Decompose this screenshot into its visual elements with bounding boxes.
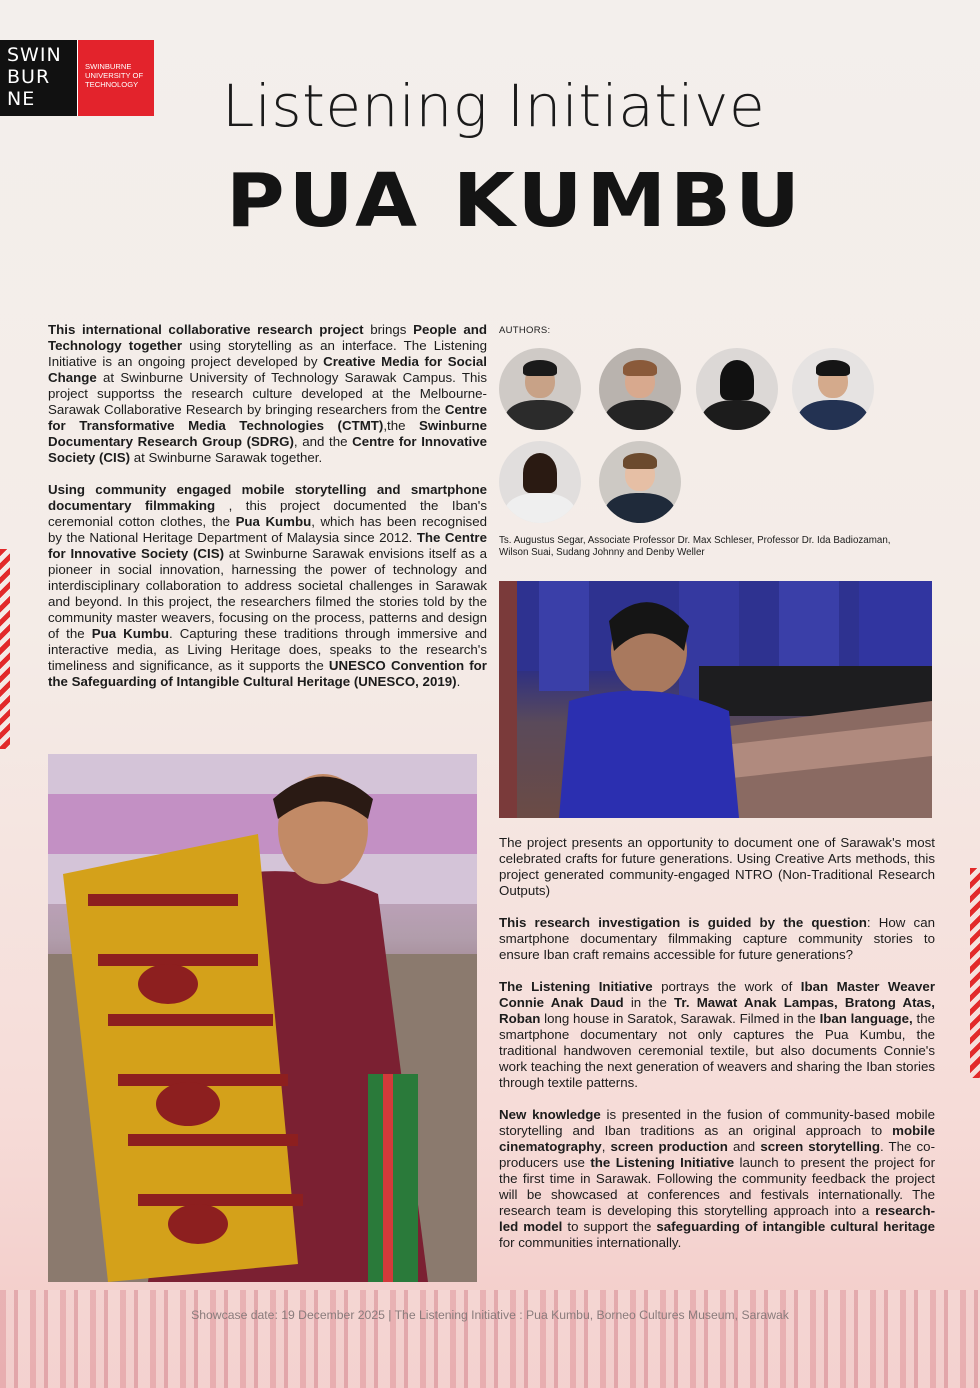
logo-university-name — [77, 40, 154, 116]
bold-text-run: Swinburne Documentary Research Group (SDRG) — [48, 418, 487, 449]
bold-text-run: The Centre for Innovative Society (CIS) — [48, 530, 488, 561]
right-paragraph-2 — [499, 915, 935, 963]
logo-line-2: BUR — [7, 66, 51, 88]
left-stripe-decoration — [0, 549, 10, 749]
connie-illustration — [48, 754, 477, 1282]
swinburne-logo — [0, 40, 154, 116]
bold-text-run: screen storytelling — [760, 1139, 880, 1154]
title-line-1: Listening Initiative — [222, 72, 766, 140]
authors-names: Ts. Augustus Segar, Associate Professor Dr. Max Schleser, Professor Dr. Ida Badiozaman, Wilson Suai, Sudang Johnny and Denby Weller — [499, 535, 891, 558]
bold-text-run: safeguarding of intangible cultural heritage — [656, 1219, 936, 1234]
left-column — [48, 322, 487, 706]
text-run: , this project documented the Iban's ceremonial cotton clothes, the — [48, 498, 487, 529]
text-run: in the — [623, 995, 675, 1010]
photo-connie-with-pua-kumbu — [48, 754, 477, 1282]
footer-showcase-info: Showcase date: 19 December 2025 | The Listening Initiative : Pua Kumbu, Borneo Cultures Museum, Sarawak — [191, 1308, 789, 1322]
text-run: , which has been recognised by the National Heritage Department of Malaysia since 2012. — [48, 514, 487, 545]
text-run: : How can smartphone documentary filmmaking capture community stories to ensure Iban craft remains accessible for future generations? — [499, 915, 935, 962]
text-run: to support the — [562, 1219, 657, 1234]
authors-label: AUTHORS: — [499, 325, 551, 336]
bold-text-run: This international collaborative research project — [48, 322, 364, 337]
bold-text-run: Iban language, — [819, 1011, 913, 1026]
weaver-illustration — [499, 581, 932, 818]
author-photo-2 — [599, 348, 681, 430]
text-run: The project presents an opportunity to document one of Sarawak's most celebrated crafts for future generations. Using Creative Arts methods, this project generated community-engaged NTRO (Non-Traditional Research Outputs) — [499, 835, 935, 898]
author-photo-5 — [499, 441, 581, 523]
right-paragraph-1 — [499, 835, 935, 899]
bold-text-run: The Listening Initiative — [499, 979, 653, 994]
text-run: . Capturing these traditions through immersive and interactive media, as Living Heritage does, speaks to the research's timeliness and significance, as it supports the — [48, 626, 488, 673]
bold-text-run: the Listening Initiative — [590, 1155, 735, 1170]
right-paragraph-3 — [499, 979, 935, 1091]
text-run: brings — [363, 322, 414, 337]
bold-text-run: Pua Kumbu — [235, 514, 312, 529]
bold-text-run: UNESCO Convention for the Safeguarding of Intangible Cultural Heritage (UNESCO, 2019) — [48, 658, 487, 689]
text-run: for communities internationally. — [499, 1235, 682, 1250]
bold-text-run: People and Technology together — [48, 322, 487, 353]
logo-wordmark — [0, 40, 77, 116]
text-run: long house in Saratok, Sarawak. Filmed in the — [540, 1011, 820, 1026]
right-stripe-decoration — [970, 868, 980, 1078]
logo-uni-line-2: UNIVERSITY OF — [85, 71, 144, 80]
text-run: . The co-producers use — [499, 1139, 936, 1170]
bold-text-run: Pua Kumbu — [91, 626, 169, 641]
bold-text-run: Iban Master Weaver Connie Anak Daud — [499, 979, 935, 1010]
text-run: using storytelling as an interface. The Listening Initiative is an ongoing project developed by — [48, 338, 487, 369]
text-run: launch to present the project for the first time in Sarawak. Following the community feedback the project will be showcased at conferences and festivals internationally. The research team is developing this storytelling approach into a — [499, 1155, 935, 1218]
text-run: at Swinburne Sarawak envisions itself as a pioneer in social innovation, harnessing the power of technology and interdisciplinary collaboration to address societal challenges in Sarawak and beyond. In this project, the researchers filmed the stories told by the community master weavers, focusing on the process, patterns and design of the — [48, 546, 487, 641]
logo-uni-line-3: TECHNOLOGY — [85, 80, 139, 89]
bold-text-run: New knowledge — [499, 1107, 601, 1122]
bold-text-run: screen production — [610, 1139, 728, 1154]
text-run: portrays the work of — [652, 979, 801, 994]
logo-line-3: NE — [7, 88, 36, 110]
text-run: at Swinburne University of Technology Sarawak Campus. This project supportss the research culture developed at the Melbourne-Sarawak Collaborative Research by bringing researchers from the — [48, 370, 487, 417]
bold-text-run: Tr. Mawat Anak Lampas, Bratong Atas, Roban — [499, 995, 936, 1026]
bold-text-run: research-led model — [499, 1203, 935, 1234]
text-run: , and the — [293, 434, 353, 449]
author-photo-1 — [499, 348, 581, 430]
logo-line-1: SWIN — [7, 44, 62, 66]
left-paragraph-1 — [48, 322, 487, 466]
text-run: is presented in the fusion of community-based mobile storytelling and Iban traditions as an original approach to — [499, 1107, 935, 1138]
right-paragraph-4 — [499, 1107, 935, 1251]
bottom-textile-pattern — [0, 1290, 980, 1388]
text-run: . — [456, 674, 461, 689]
title-line-2: PUA KUMBU — [226, 158, 804, 244]
bold-text-run: Creative Media for Social Change — [48, 354, 487, 385]
right-column — [499, 835, 935, 1267]
text-run: and — [727, 1139, 761, 1154]
author-photo-6 — [599, 441, 681, 523]
bold-text-run: Centre for Transformative Media Technologies (CTMT) — [48, 402, 487, 433]
text-run: the smartphone documentary not only captures the Pua Kumbu, the traditional handwoven ceremonial textile, but also documents Connie's work teaching the next generation of weavers and sharing the Iban stories through textile patterns. — [499, 1011, 935, 1090]
logo-uni-line-1: SWINBURNE — [85, 62, 132, 71]
bold-text-run: Using community engaged mobile storytelling and smartphone documentary filmmaking — [48, 482, 487, 513]
photo-weaver-at-loom — [499, 581, 932, 818]
author-photo-4 — [792, 348, 874, 430]
text-run: , — [601, 1139, 611, 1154]
author-photo-3 — [696, 348, 778, 430]
bold-text-run: mobile cinematography — [499, 1123, 935, 1154]
bold-text-run: Centre for Innovative Society (CIS) — [48, 434, 487, 465]
text-run: ,the — [383, 418, 420, 433]
text-run: at Swinburne Sarawak together. — [130, 450, 323, 465]
bold-text-run: This research investigation is guided by the question — [499, 915, 867, 930]
left-paragraph-2 — [48, 482, 487, 690]
